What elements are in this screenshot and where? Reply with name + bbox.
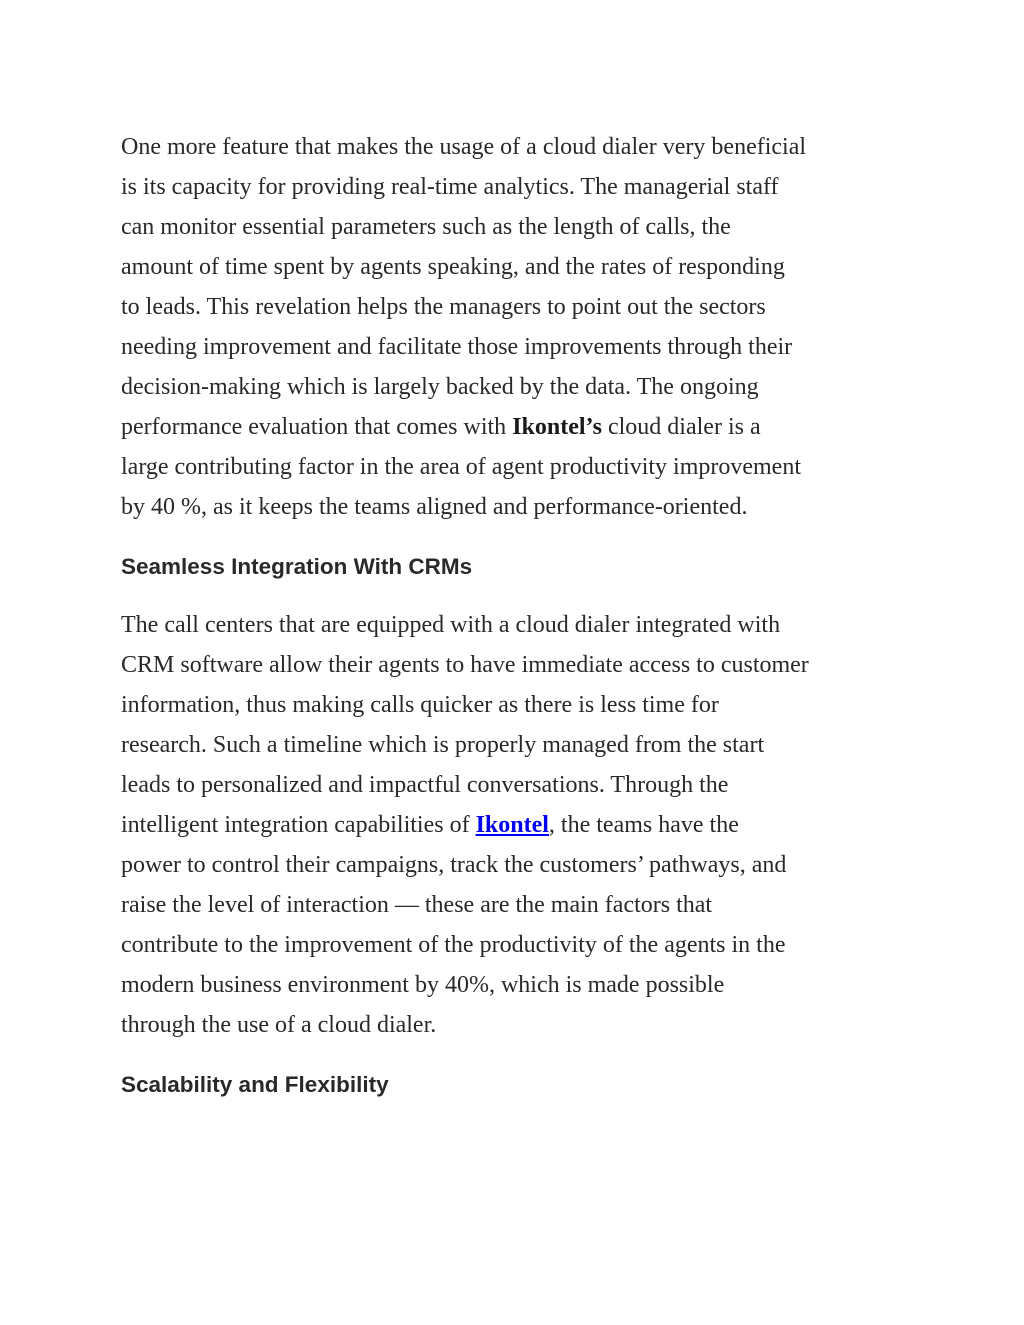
text-line: leads to personalized and impactful conversations. Through the <box>121 772 729 798</box>
text-line: needing improvement and facilitate those improvements through their <box>121 334 793 360</box>
text-line: can monitor essential parameters such as the length of calls, the <box>121 214 731 240</box>
text-segment: cloud dialer is a <box>601 414 761 440</box>
text-line: amount of time spent by agents speaking, and the rates of responding <box>121 254 785 280</box>
heading-crm-integration: Seamless Integration With CRMs <box>121 554 473 579</box>
text-line: decision-making which is largely backed by the data. The ongoing <box>121 374 759 400</box>
paragraph-crm <box>121 605 921 1045</box>
text-line: contribute to the improvement of the productivity of the agents in the <box>121 932 786 958</box>
document-body <box>121 127 921 1099</box>
heading-scalability: Scalability and Flexibility <box>121 1072 389 1097</box>
text-line: modern business environment by 40%, which is made possible <box>121 972 725 998</box>
text-segment: performance evaluation that comes with <box>121 414 513 440</box>
text-line <box>121 407 921 447</box>
text-line: information, thus making calls quicker as there is less time for <box>121 692 719 718</box>
ikontel-link[interactable]: Ikontel <box>475 812 549 838</box>
text-line: research. Such a timeline which is properly managed from the start <box>121 732 765 758</box>
text-line: large contributing factor in the area of agent productivity improvement <box>121 454 801 480</box>
text-line: The call centers that are equipped with a cloud dialer integrated with <box>121 612 781 638</box>
text-line <box>121 805 921 845</box>
text-line: One more feature that makes the usage of a cloud dialer very beneficial <box>121 134 807 160</box>
text-line: through the use of a cloud dialer. <box>121 1012 437 1038</box>
text-line: power to control their campaigns, track the customers’ pathways, and <box>121 852 787 878</box>
text-line: by 40 %, as it keeps the teams aligned and performance-oriented. <box>121 494 748 520</box>
text-segment: , the teams have the <box>548 812 739 838</box>
text-line: CRM software allow their agents to have immediate access to customer <box>121 652 809 678</box>
text-segment: intelligent integration capabilities of <box>121 812 476 838</box>
text-line: is its capacity for providing real-time analytics. The managerial staff <box>121 174 779 200</box>
bold-brand-name: Ikontel’s <box>512 414 602 440</box>
text-line: raise the level of interaction — these are the main factors that <box>121 892 713 918</box>
text-line: to leads. This revelation helps the managers to point out the sectors <box>121 294 766 320</box>
paragraph-analytics <box>121 127 921 527</box>
